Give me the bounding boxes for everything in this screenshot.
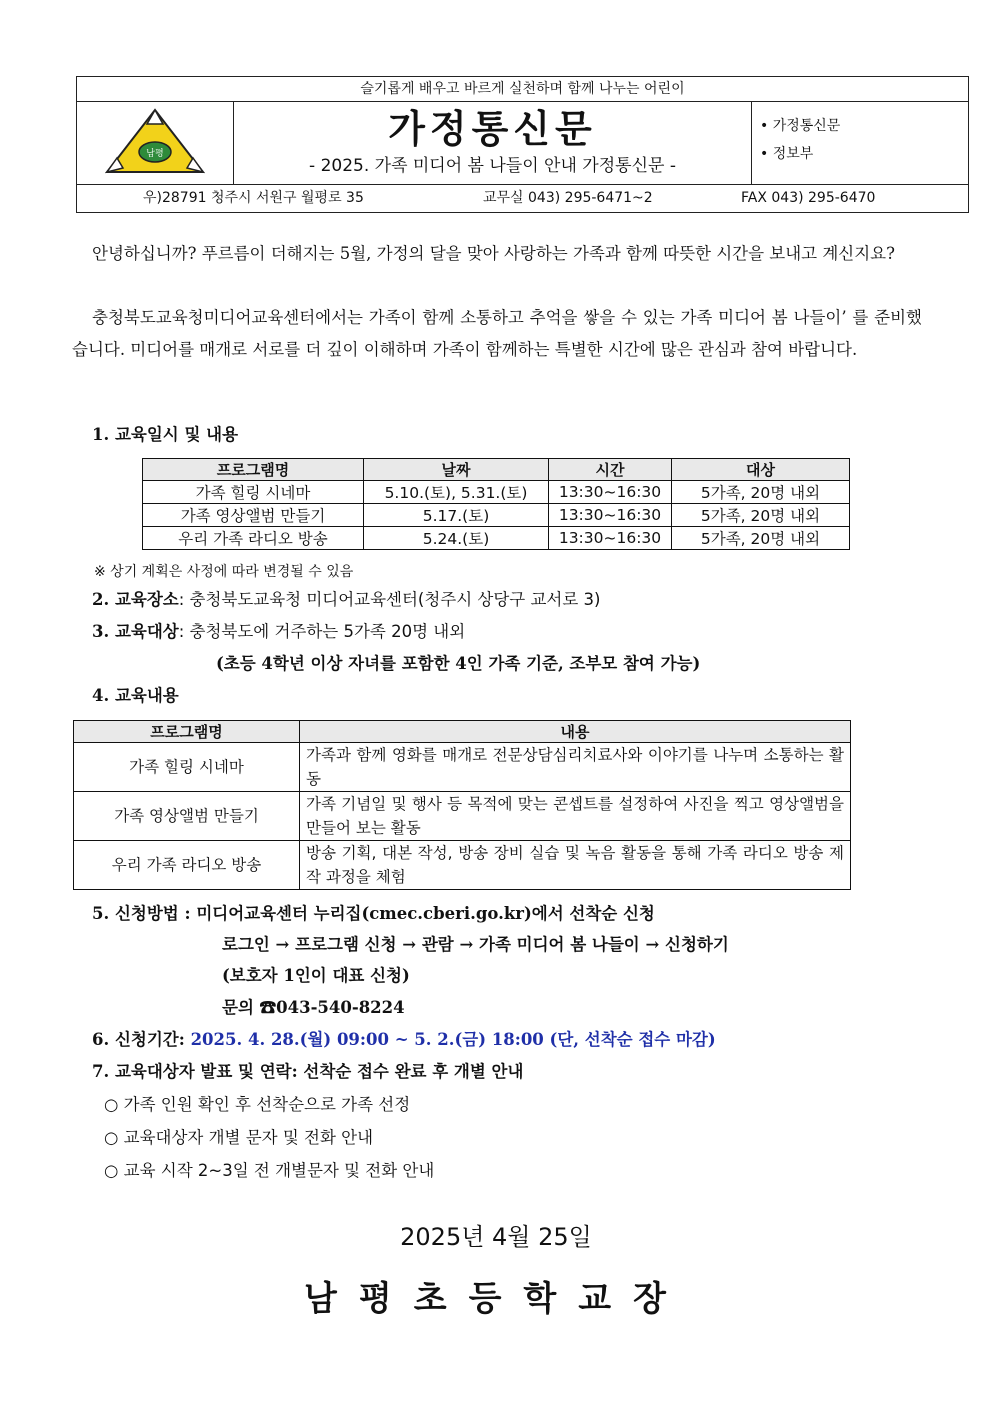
- col-target: 대상: [672, 459, 850, 481]
- title-cell: [234, 102, 752, 184]
- table-row: [74, 743, 851, 792]
- section-2: [92, 586, 601, 614]
- section-1-heading: 1. 교육일시 및 내용: [92, 425, 239, 444]
- principal-signature: 남평초등학교장: [304, 1279, 688, 1319]
- section-5-label: 5. 신청방법 :: [92, 904, 197, 923]
- section-2-value: : 충청북도교육청 미디어교육센터(청주시 상당구 교서로 3): [178, 590, 601, 609]
- schedule-table: [142, 458, 850, 550]
- apply-steps: 로그인 → 프로그램 신청 → 관람 → 가족 미디어 봄 나들이 → 신청하기: [222, 935, 729, 954]
- intro-paragraph-1: 안녕하십니까? 푸르름이 더해지는 5월, 가정의 달을 맞아 사랑하는 가족과 함께 따뜻한 시간을 보내고 계신지요?: [92, 244, 895, 263]
- list-item: ○ 가족 인원 확인 후 선착순으로 가족 선정: [104, 1095, 411, 1114]
- page-title: 가정통신문: [388, 107, 597, 151]
- section-5-value: 미디어교육센터 누리집(cmec.cberi.go.kr)에서 선착순 신청: [196, 904, 655, 923]
- cell-target: 5가족, 20명 내외: [672, 527, 850, 550]
- cell-date: 5.17.(토): [364, 504, 549, 527]
- table-row: [143, 527, 850, 550]
- letter-header: [76, 76, 969, 213]
- section-3-label: 3. 교육대상: [92, 622, 179, 641]
- col-date: 날짜: [364, 459, 549, 481]
- table-row: [143, 481, 850, 504]
- logo-text: 남평: [146, 149, 164, 159]
- section-4-heading: 4. 교육내용: [92, 686, 179, 705]
- cell-time: 13:30~16:30: [549, 481, 672, 504]
- table-row: [74, 841, 851, 890]
- cell-target: 5가족, 20명 내외: [672, 504, 850, 527]
- col-time: 시간: [549, 459, 672, 481]
- issue-date: 2025년 4월 25일: [400, 1223, 592, 1251]
- table-header-row: [143, 459, 850, 481]
- content-table: [73, 720, 851, 890]
- col-content: 내용: [300, 721, 851, 743]
- schedule-note: ※ 상기 계획은 사정에 따라 변경될 수 있음: [94, 564, 354, 580]
- cell-content: 방송 기획, 대본 작성, 방송 장비 실습 및 녹음 활동을 통해 가족 라디오 방송 제작 과정을 체험: [300, 841, 851, 890]
- section-6: [92, 1026, 716, 1054]
- cell-date: 5.24.(토): [364, 527, 549, 550]
- table-row: [74, 792, 851, 841]
- cell-time: 13:30~16:30: [549, 504, 672, 527]
- category-tags: [752, 102, 968, 184]
- cell-content: 가족과 함께 영화를 매개로 전문상담심리치료사와 이야기를 나누며 소통하는 활동: [300, 743, 851, 792]
- section-3-detail: (초등 4학년 이상 자녀를 포함한 4인 가족 기준, 조부모 참여 가능): [216, 654, 701, 673]
- section-3: [92, 618, 465, 646]
- section-3-value: : 충청북도에 거주하는 5가족 20명 내외: [178, 622, 466, 641]
- fax-number: FAX 043) 295-6470: [741, 190, 876, 206]
- table-header-row: [74, 721, 851, 743]
- office-phone: 교무실 043) 295-6471~2: [483, 190, 653, 206]
- school-address: 우)28791 청주시 서원구 월평로 35: [143, 190, 364, 206]
- section-7-heading: 7. 교육대상자 발표 및 연락: 선착순 접수 완료 후 개별 안내: [92, 1062, 524, 1081]
- school-logo: [77, 102, 234, 184]
- cell-program: 가족 영상앨범 만들기: [74, 792, 300, 841]
- section-2-label: 2. 교육장소: [92, 590, 179, 609]
- tag-department: • 정보부: [760, 146, 814, 162]
- intro-paragraph-2: 충청북도교육청미디어교육센터에서는 가족이 함께 소통하고 추억을 쌓을 수 있는 가족 미디어 봄 나들이’ 를 준비했습니다. 미디어를 매개로 서로를 더 깊이 이해하며 가족이 함께하는 특별한 시간에 많은 관심과 참여 바랍니다.: [72, 308, 922, 359]
- cell-program: 우리 가족 라디오 방송: [74, 841, 300, 890]
- cell-program: 우리 가족 라디오 방송: [143, 527, 364, 550]
- cell-program: 가족 영상앨범 만들기: [143, 504, 364, 527]
- school-emblem-icon: [77, 102, 234, 184]
- apply-note: (보호자 1인이 대표 신청): [222, 966, 410, 985]
- col-program: 프로그램명: [143, 459, 364, 481]
- cell-content: 가족 기념일 및 행사 등 목적에 맞는 콘셉트를 설정하여 사진을 찍고 영상앨범을 만들어 보는 활동: [300, 792, 851, 841]
- col-program: 프로그램명: [74, 721, 300, 743]
- apply-period: 2025. 4. 28.(월) 09:00 ~ 5. 2.(금) 18:00 (단, 선착순 접수 마감): [190, 1030, 716, 1049]
- table-row: [143, 504, 850, 527]
- cell-program: 가족 힐링 시네마: [74, 743, 300, 792]
- cell-date: 5.10.(토), 5.31.(토): [364, 481, 549, 504]
- contact-bar: [77, 184, 968, 213]
- section-5: [92, 900, 655, 928]
- tag-notice: • 가정통신문: [760, 118, 841, 134]
- page-subtitle: - 2025. 가족 미디어 봄 나들이 안내 가정통신문 -: [309, 156, 676, 176]
- list-item: ○ 교육대상자 개별 문자 및 전화 안내: [104, 1128, 374, 1147]
- cell-program: 가족 힐링 시네마: [143, 481, 364, 504]
- school-motto: 슬기롭게 배우고 바르게 실천하며 함께 나누는 어린이: [77, 77, 968, 102]
- list-item: ○ 교육 시작 2~3일 전 개별문자 및 전화 안내: [104, 1161, 435, 1180]
- cell-time: 13:30~16:30: [549, 527, 672, 550]
- cell-target: 5가족, 20명 내외: [672, 481, 850, 504]
- contact-phone: 문의 ☎043-540-8224: [222, 998, 405, 1017]
- section-6-label: 6. 신청기간:: [92, 1030, 191, 1049]
